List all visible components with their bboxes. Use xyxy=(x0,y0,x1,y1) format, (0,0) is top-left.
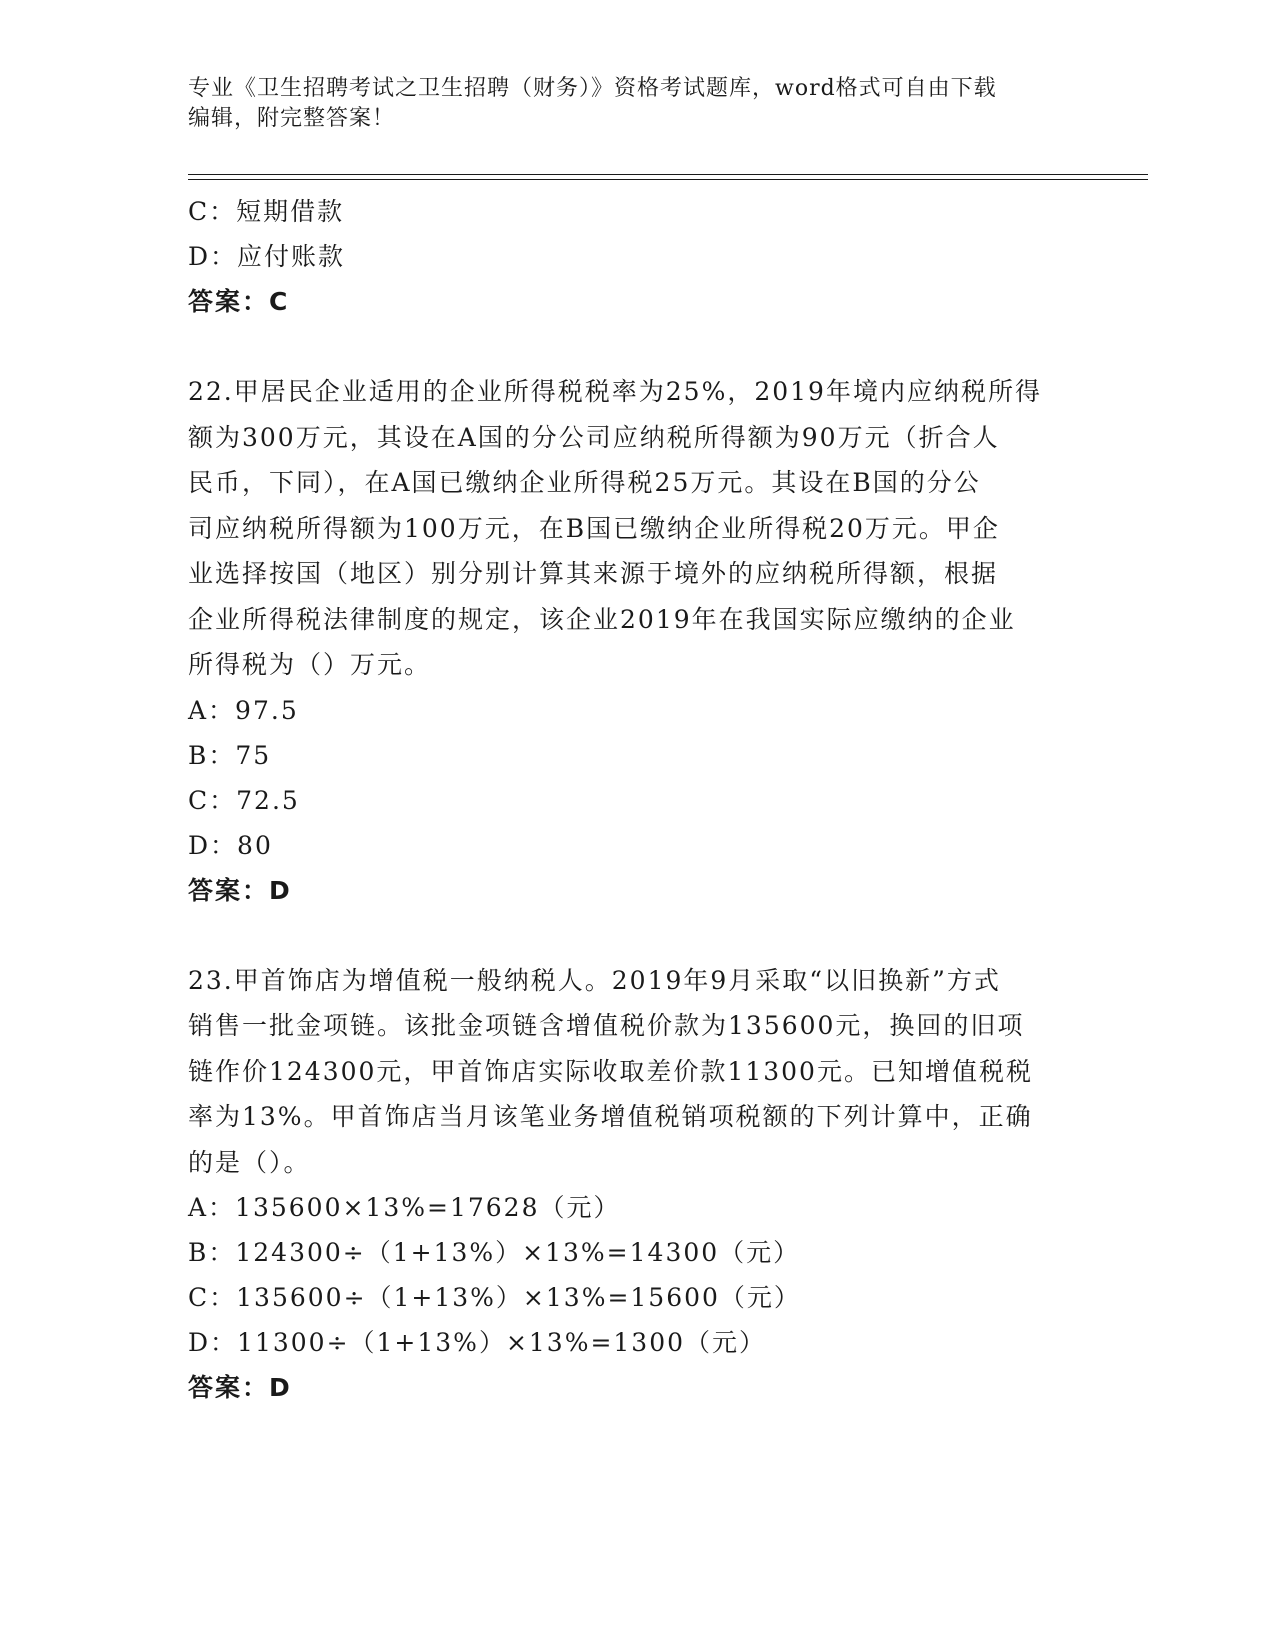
header-divider xyxy=(188,179,1148,180)
page-header xyxy=(188,74,1068,134)
option-b: B：124300÷（1+13%）×13%=14300（元） xyxy=(188,1238,801,1267)
answer-label: 答案：C xyxy=(188,287,290,316)
header-line-2: 编辑，附完整答案！ xyxy=(188,106,396,131)
question-22 xyxy=(188,369,1078,913)
question-text-line: 23.甲首饰店为增值税一般纳税人。2019年9月采取“以旧换新”方式 xyxy=(188,965,1001,995)
option-c: C：135600÷（1+13%）×13%=15600（元） xyxy=(188,1283,801,1312)
answer-label: 答案：D xyxy=(188,1373,292,1402)
option-b: B：75 xyxy=(188,740,272,770)
option-d: D：80 xyxy=(188,830,273,860)
question-text-line: 司应纳税所得额为100万元，在B国已缴纳企业所得税20万元。甲企 xyxy=(188,513,1000,543)
question-text-line: 率为13%。甲首饰店当月该笔业务增值税销项税额的下列计算中，正确 xyxy=(188,1102,1033,1131)
option-c: C：短期借款 xyxy=(188,197,345,226)
question-text-line: 所得税为（）万元。 xyxy=(188,650,432,679)
answer-label: 答案：D xyxy=(188,875,292,905)
question-text-line: 企业所得税法律制度的规定，该企业2019年在我国实际应缴纳的企业 xyxy=(188,604,1016,634)
question-text-line: 链作价124300元，甲首饰店实际收取差价款11300元。已知增值税税 xyxy=(188,1056,1033,1086)
option-d: D：应付账款 xyxy=(188,242,346,271)
question-text-line: 的是（）。 xyxy=(188,1147,311,1177)
question-23 xyxy=(188,958,1078,1411)
question-text-line: 销售一批金项链。该批金项链含增值税价款为135600元，换回的旧项 xyxy=(188,1011,1025,1040)
question-text-line: 业选择按国（地区）别分别计算其来源于境外的应纳税所得额，根据 xyxy=(188,559,999,588)
header-divider xyxy=(188,174,1148,175)
header-line-1: 专业《卫生招聘考试之卫生招聘（财务）》资格考试题库，word格式可自由下载 xyxy=(188,76,997,101)
question-text-line: 额为300万元，其设在A国的分公司应纳税所得额为90万元（折合人 xyxy=(188,422,1000,452)
option-d: D：11300÷（1+13%）×13%=1300（元） xyxy=(188,1328,767,1357)
option-a: A：135600×13%=17628（元） xyxy=(188,1193,621,1222)
option-a: A：97.5 xyxy=(188,695,299,725)
option-c: C：72.5 xyxy=(188,785,300,815)
document-body xyxy=(188,189,1078,1410)
question-text-line: 民币，下同），在A国已缴纳企业所得税25万元。其设在B国的分公 xyxy=(188,468,981,497)
question-text-line: 22.甲居民企业适用的企业所得税税率为25%，2019年境内应纳税所得 xyxy=(188,377,1042,406)
question-21-tail xyxy=(188,189,1078,324)
